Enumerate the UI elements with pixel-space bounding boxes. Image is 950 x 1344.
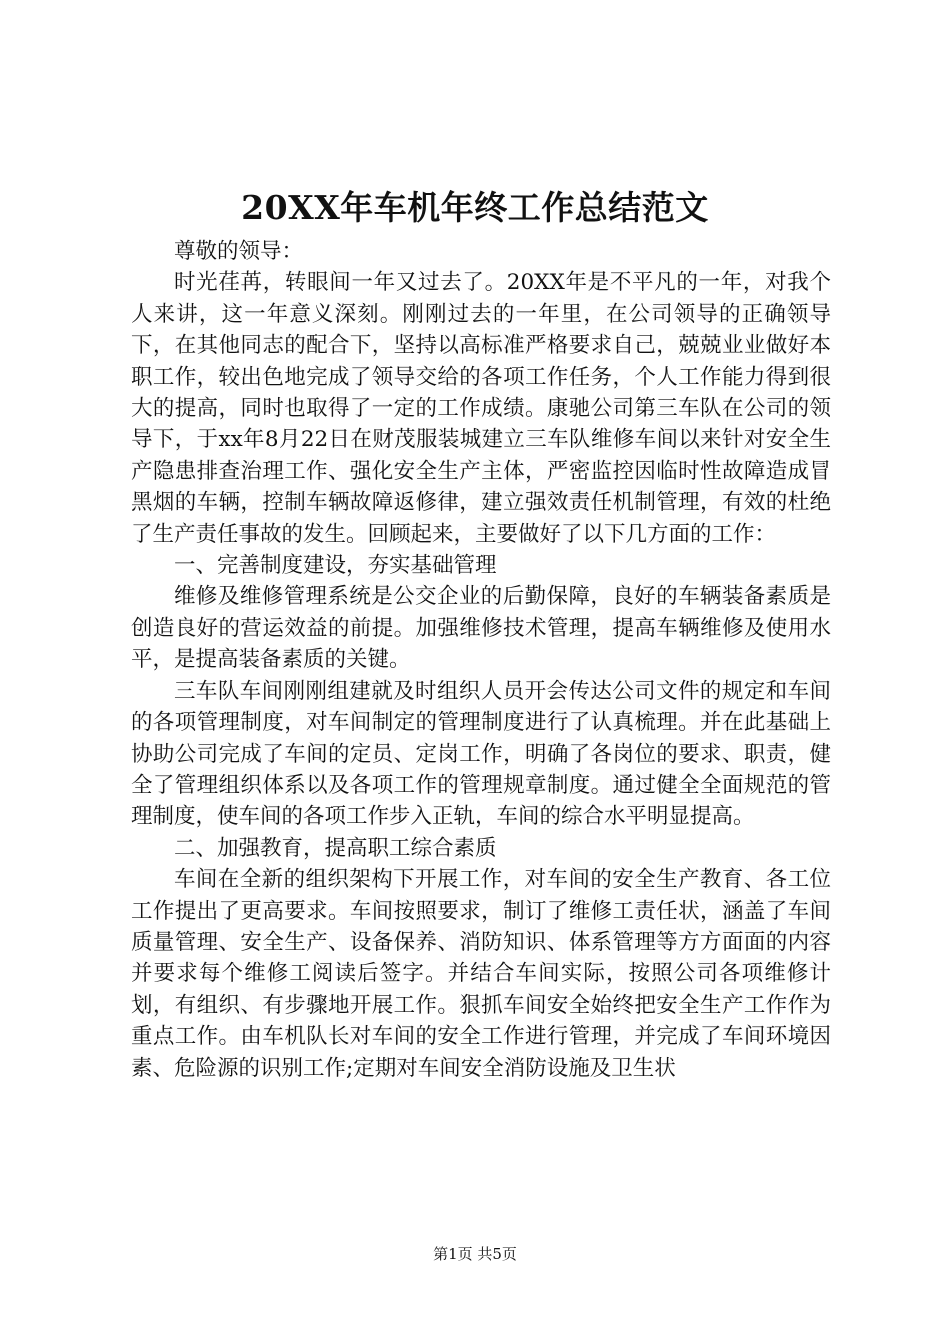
- page-footer: 第1页 共5页: [433, 1245, 517, 1263]
- section-heading: 一、完善制度建设，夯实基础管理: [174, 553, 497, 579]
- paragraph: 车间在全新的组织架构下开展工作，对车间的安全生产教育、各工位工作提出了更高要求。车间按照要求，制订了维修工责任状，涵盖了车间质量管理、安全生产、设备保养、消防知识、体系管理等方方面面的内容并要求每个维修工阅读后签字。并结合车间实际，按照公司各项维修计划，有组织、有步骤地开展工作。狠抓车间安全始终把安全生产工作作为重点工作。由车机队长对车间的安全工作进行管理，并完成了车间环境因素、危险源的识别工作;定期对车间安全消防设施及卫生状: [131, 867, 831, 1081]
- salutation: 尊敬的领导：: [174, 239, 304, 264]
- document-title: 20XX年车机年终工作总结范文: [241, 188, 709, 227]
- document-body: [131, 236, 831, 1084]
- paragraph: 时光荏苒，转眼间一年又过去了。20XX年是不平凡的一年，对我个人来讲，这一年意义深刻。刚刚过去的一年里，在公司领导的正确领导下，在其他同志的配合下，坚持以高标准严格要求自己，兢兢业业做好本职工作，较出色地完成了领导交给的各项工作任务，个人工作能力得到很大的提高，同时也取得了一定的工作成绩。康驰公司第三车队在公司的领导下，于xx年8月22日在财茂服装城建立三车队维修车间以来针对安全生产隐患排查治理工作、强化安全生产主体，严密监控因临时性故障造成冒黑烟的车辆，控制车辆故障返修律，建立强效责任机制管理，有效的杜绝了生产责任事故的发生。回顾起来，主要做好了以下几方面的工作：: [131, 270, 831, 547]
- paragraph: 维修及维修管理系统是公交企业的后勤保障，良好的车辆装备素质是创造良好的营运效益的前提。加强维修技术管理，提高车辆维修及使用水平，是提高装备素质的关键。: [131, 584, 831, 673]
- section-heading: 二、加强教育，提高职工综合素质: [174, 835, 497, 861]
- paragraph: 三车队车间刚刚组建就及时组织人员开会传达公司文件的规定和车间的各项管理制度，对车间制定的管理制度进行了认真梳理。并在此基础上协助公司完成了车间的定员、定岗工作，明确了各岗位的要求、职责，健全了管理组织体系以及各项工作的管理规章制度。通过健全全面规范的管理制度，使车间的各项工作步入正轨，车间的综合水平明显提高。: [131, 678, 831, 830]
